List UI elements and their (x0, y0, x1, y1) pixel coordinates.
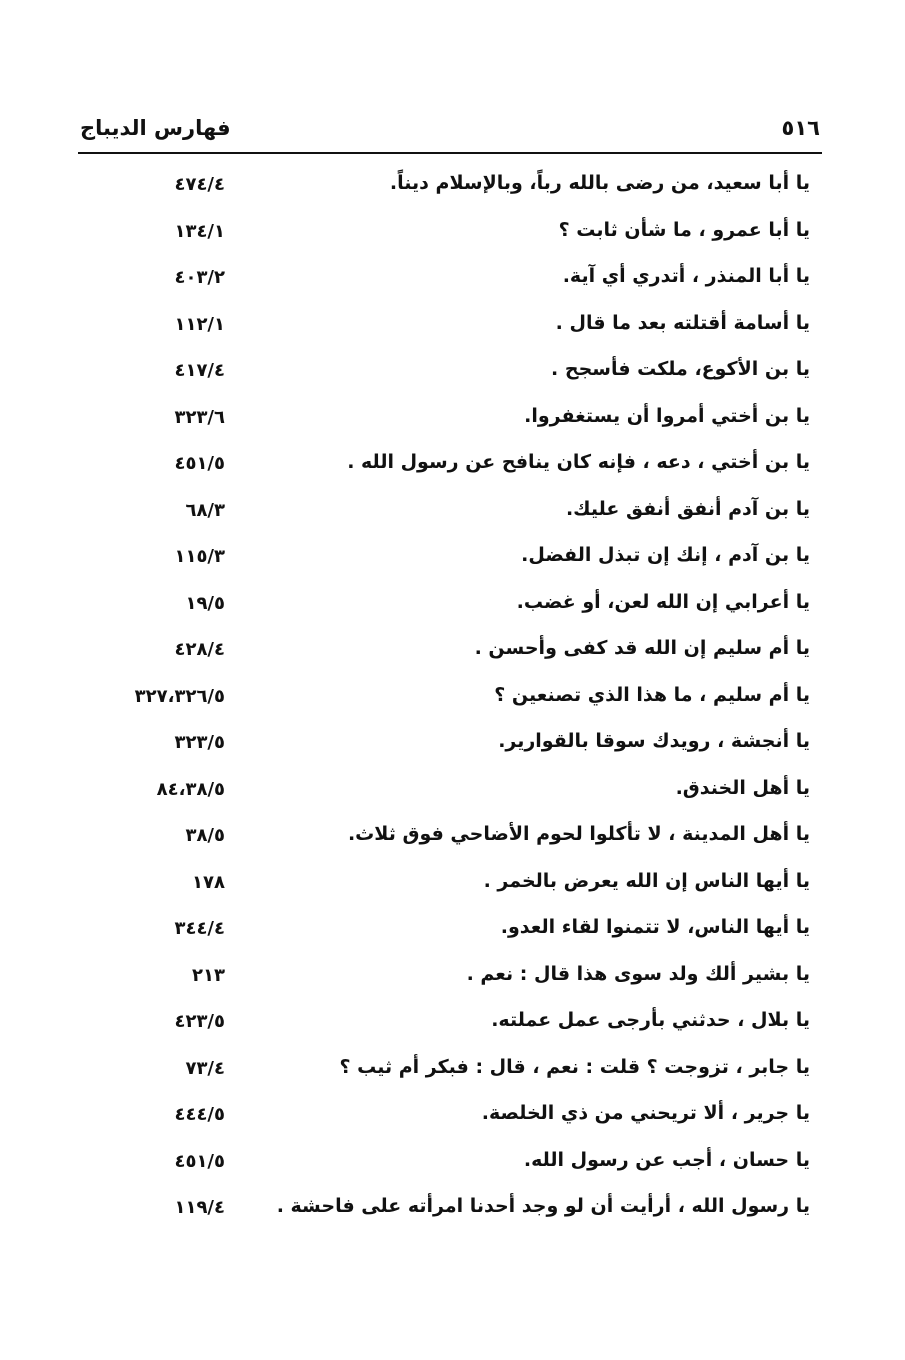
page-number: ٥١٦ (781, 116, 820, 140)
entry-reference: ٢١٣ (192, 964, 225, 986)
index-entry (0, 724, 905, 771)
entry-text: يا رسول الله ، أرأيت أن لو وجد أحدنا امرأته على فاحشة . (276, 1195, 810, 1217)
index-entry (0, 631, 905, 678)
entry-text: يا أم سليم إن الله قد كفى وأحسن . (474, 637, 810, 659)
index-entry (0, 678, 905, 725)
entry-text: يا جرير ، ألا تريحني من ذي الخلصة. (481, 1102, 810, 1124)
entry-reference: ٧٣/٤ (185, 1057, 225, 1079)
index-entry (0, 585, 905, 632)
entry-reference: ١٣٤/١ (174, 220, 225, 242)
index-entry (0, 817, 905, 864)
index-entry (0, 213, 905, 260)
entry-text: يا جابر ، تزوجت ؟ قلت : نعم ، قال : فبكر أم ثيب ؟ (339, 1055, 810, 1078)
entry-text: يا بن آدم ، إنك إن تبذل الفضل. (521, 544, 810, 566)
index-entry (0, 445, 905, 492)
index-entry (0, 910, 905, 957)
index-entry (0, 492, 905, 539)
entry-text: يا أبا عمرو ، ما شأن ثابت ؟ (558, 218, 810, 241)
entry-text: يا أعرابي إن الله لعن، أو غضب. (516, 590, 810, 613)
index-entry (0, 1096, 905, 1143)
entry-text: يا أبا سعيد، من رضى بالله رباً، وبالإسلام ديناً. (389, 172, 810, 194)
entry-text: يا بن الأكوع، ملكت فأسجح . (551, 358, 810, 380)
entry-text: يا أهل الخندق. (675, 776, 810, 799)
entry-reference: ٤٥١/٥ (174, 453, 225, 474)
entry-reference: ٣٢٧،٣٢٦/٥ (134, 685, 225, 707)
entry-text: يا أبا المنذر ، أتدري أي آية. (562, 265, 810, 287)
index-entry (0, 771, 905, 818)
entry-reference: ٤٧٤/٤ (174, 174, 225, 195)
entry-text: يا حسان ، أجب عن رسول الله. (523, 1148, 810, 1171)
entry-text: يا أيها الناس، لا تتمنوا لقاء العدو. (500, 916, 810, 938)
entry-reference: ٤٢٣/٥ (174, 1011, 225, 1032)
index-entry (0, 352, 905, 399)
entry-text: يا أيها الناس إن الله يعرض بالخمر . (483, 869, 810, 892)
entry-reference: ٤٢٨/٤ (174, 639, 225, 660)
entry-text: يا أنجشة ، رويدك سوقا بالقوارير. (498, 730, 810, 752)
index-entry (0, 259, 905, 306)
index-entry (0, 166, 905, 213)
entry-reference: ٤٤٤/٥ (174, 1104, 225, 1125)
entry-reference: ١١٩/٤ (174, 1197, 225, 1218)
entry-text: يا أم سليم ، ما هذا الذي تصنعين ؟ (494, 683, 810, 706)
entry-reference: ١١٢/١ (174, 313, 225, 335)
entry-reference: ٤٥١/٥ (174, 1150, 225, 1172)
entry-reference: ٣٢٣/٥ (174, 732, 225, 753)
index-entry (0, 1003, 905, 1050)
index-entry (0, 399, 905, 446)
entry-reference: ١٩/٥ (185, 592, 225, 614)
header-divider (78, 152, 822, 154)
entry-text: يا بن آدم أنفق أنفق عليك. (565, 497, 810, 520)
index-entry (0, 864, 905, 911)
entry-reference: ٦٨/٣ (185, 499, 225, 521)
index-entry-list (0, 166, 905, 1236)
entry-text: يا بن أختي ، دعه ، فإنه كان ينافح عن رسول الله . (347, 451, 810, 473)
entry-reference: ١٧٨ (192, 871, 225, 893)
entry-text: يا أهل المدينة ، لا تأكلوا لحوم الأضاحي فوق ثلاث. (347, 823, 810, 845)
index-entry (0, 1143, 905, 1190)
running-title: فهارس الديباج (80, 116, 231, 140)
entry-text: يا بشير ألك ولد سوى هذا قال : نعم . (466, 962, 810, 985)
entry-text: يا بلال ، حدثني بأرجى عمل عملته. (491, 1009, 810, 1031)
entry-text: يا أسامة أقتلته بعد ما قال . (555, 311, 810, 334)
entry-reference: ٨٤،٣٨/٥ (156, 778, 225, 800)
page-header (80, 116, 820, 152)
entry-reference: ٣٤٤/٤ (174, 918, 225, 939)
index-entry (0, 538, 905, 585)
index-entry (0, 957, 905, 1004)
index-entry (0, 1189, 905, 1236)
entry-reference: ١١٥/٣ (174, 546, 225, 567)
entry-reference: ٤٠٣/٢ (174, 267, 225, 288)
entry-text: يا بن أختي أمروا أن يستغفروا. (524, 404, 810, 427)
index-entry (0, 306, 905, 353)
index-entry (0, 1050, 905, 1097)
entry-reference: ٣٨/٥ (185, 825, 225, 846)
entry-reference: ٣٢٣/٦ (174, 406, 225, 428)
entry-reference: ٤١٧/٤ (174, 360, 225, 381)
